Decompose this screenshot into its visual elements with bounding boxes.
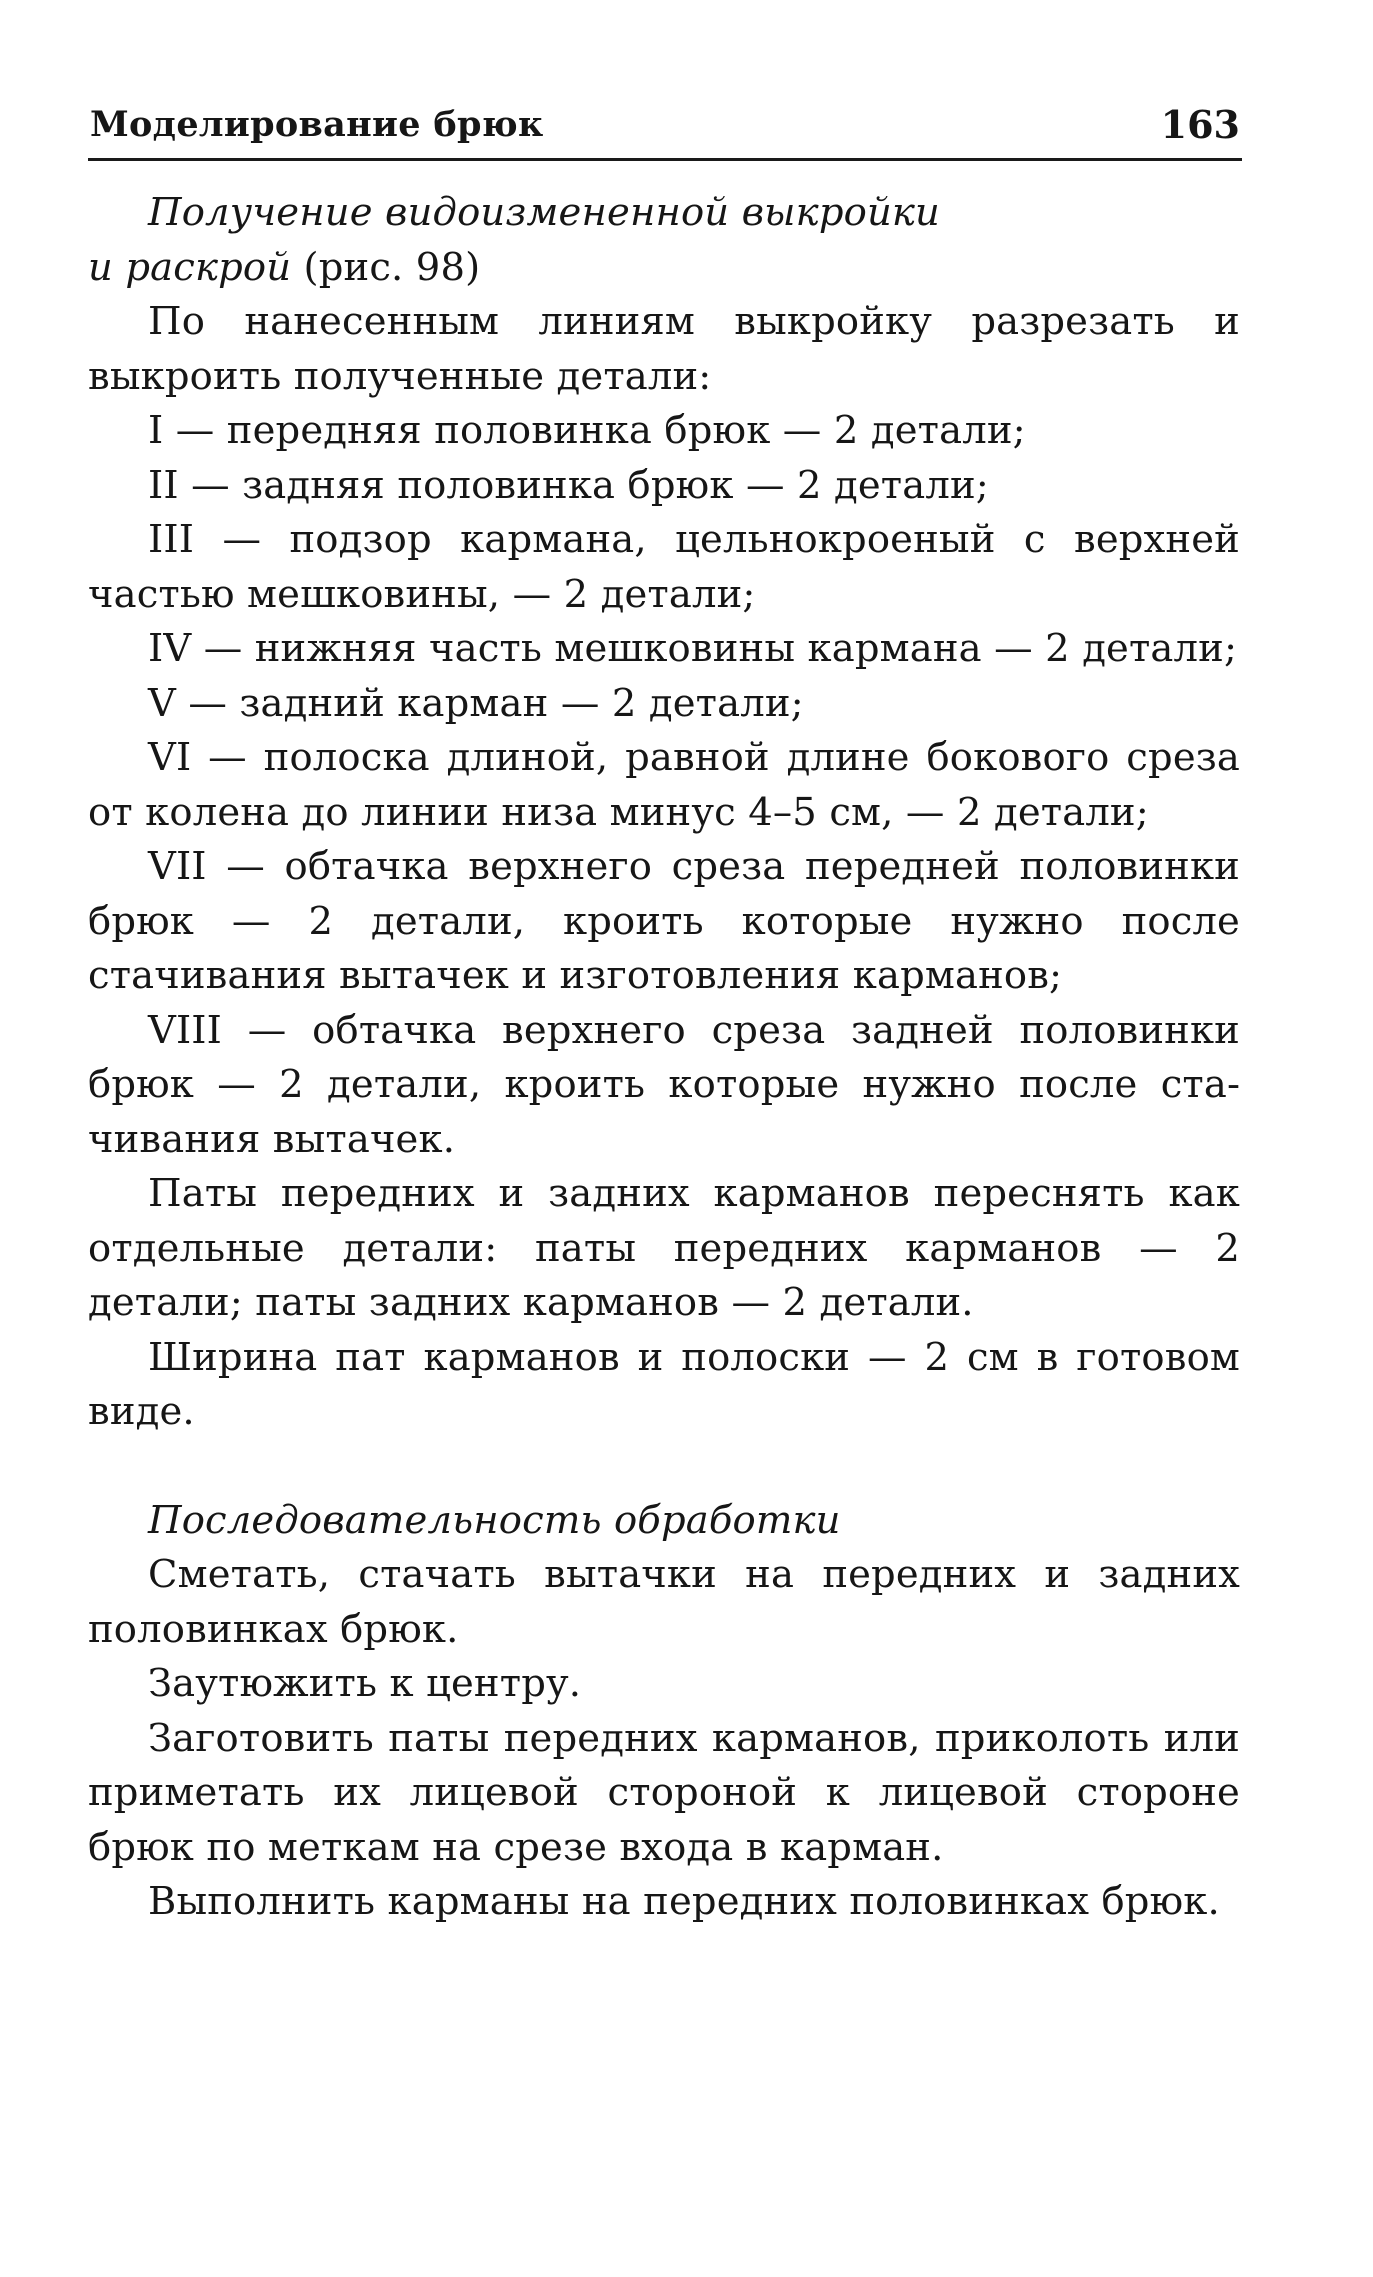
- paragraph-step-2: Заутюжить к центру.: [148, 1661, 582, 1706]
- figure-reference: (рис. 98): [291, 244, 481, 290]
- list-item-part-6: VI — полоска длиной, равной длине бокового среза от колена до линии низа минус 4–5 см, — 2 детали;: [88, 735, 1240, 835]
- list-item-part-5: V — задний карман — 2 детали;: [148, 680, 804, 726]
- list-item-part-4: IV — нижняя часть мешковины кармана — 2 детали;: [148, 626, 1238, 671]
- header-title: Моделирование брюк: [90, 104, 544, 145]
- list-item-part-3: III — подзор кармана, цельнокроеный с верхней частью мешковины, — 2 детали;: [88, 517, 1240, 617]
- list-item-part-8: VIII — обтачка верхнего среза задней половинки брюк — 2 детали, кроить которые нужно после стачивания вытачек.: [88, 1007, 1240, 1162]
- section-spacer: [88, 1440, 1240, 1494]
- section-heading-line2: и раскрой: [88, 244, 292, 290]
- paragraph-intro: По нанесенным линиям выкройку разрезать и выкроить полученные детали:: [88, 299, 1240, 399]
- paragraph-step-3: Заготовить паты передних карманов, приколоть или приметать их лицевой стороной к лицевой стороне брюк по меткам на срезе входа в карман.: [88, 1715, 1240, 1870]
- paragraph-width: Ширина пат карманов и полоски — 2 см в готовом виде.: [88, 1334, 1240, 1434]
- paragraph-step-1: Сметать, стачать вытачки на передних и задних половинках брюк.: [88, 1552, 1240, 1652]
- list-item-part-7: VII — обтачка верхнего среза передней половинки брюк — 2 детали, кроить которые нужно после стачивания вытачек и изготовления карманов;: [88, 844, 1240, 998]
- page-content: [88, 186, 1240, 1930]
- section-heading-sequence: Последовательность обработки: [148, 1497, 841, 1543]
- list-item-part-2: II — задняя половинка брюк — 2 детали;: [148, 462, 989, 508]
- paragraph-flaps: Паты передних и задних карманов переснять как отдельные детали: паты передних карманов — 2 детали; паты задних карманов — 2 детали.: [88, 1171, 1240, 1325]
- page-number: 163: [1160, 102, 1240, 147]
- running-header: [88, 100, 1242, 161]
- section-heading-cutting: [88, 186, 1240, 295]
- section-heading-line1: Получение видоизмененной выкройки: [148, 190, 940, 235]
- paragraph-step-4: Выполнить карманы на передних половинках брюк.: [148, 1879, 1220, 1924]
- list-item-part-1: I — передняя половинка брюк — 2 детали;: [148, 408, 1026, 453]
